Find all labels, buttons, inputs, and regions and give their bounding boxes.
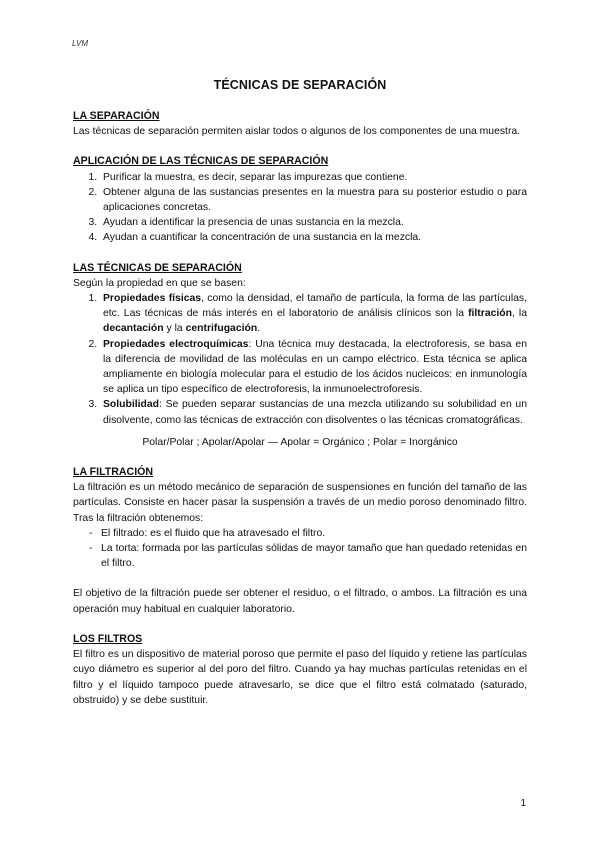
heading-filtracion: LA FILTRACIÓN: [73, 466, 154, 479]
heading-tecnicas: LAS TÉCNICAS DE SEPARACIÓN: [73, 261, 242, 274]
list-tecnicas: [73, 291, 527, 428]
list-item: 1. Purificar la muestra, es decir, separar las impurezas que contiene.: [100, 170, 527, 185]
separator-text: y la: [163, 323, 186, 335]
paragraph-tecnicas-intro: Según la propiedad en que se basen:: [73, 277, 246, 289]
term-solubilidad: Solubilidad: [103, 399, 159, 411]
page-number: 1: [520, 798, 526, 809]
heading-aplicacion: APLICACIÓN DE LAS TÉCNICAS DE SEPARACIÓN: [73, 155, 329, 168]
list-item: 3. Ayudan a identificar la presencia de unas sustancia en la mezcla.: [100, 215, 527, 230]
polarity-formula: Polar/Polar ; Apolar/Apolar — Apolar = Orgánico ; Polar = Inorgánico: [142, 436, 458, 448]
text-electroquimicas: : Una técnica muy destacada, la electroforesis, se basa en la diferencia de movilidad de las moléculas en un campo eléctrico. Esta técnica se aplica ampliamente en biología molecular para el estudio de los ácidos nucleicos: en inmunología se aplica un tipo específico de electroforesis, la inmunoelectroforesis.: [103, 338, 527, 396]
end-punctuation: .: [257, 323, 261, 335]
list-item: 2. Obtener alguna de las sustancias presentes en la muestra para su posterior estudio o para aplicaciones concretas.: [100, 185, 527, 215]
separator-text: , la: [511, 308, 527, 320]
term-electroquimicas: Propiedades electroquímicas: [103, 338, 249, 350]
term-decantacion: decantación: [103, 323, 164, 335]
heading-separacion: LA SEPARACIÓN: [73, 110, 160, 122]
header-initials: LVM: [72, 39, 89, 48]
list-item-electroquimicas: [100, 337, 527, 398]
list-item-fisicas: [100, 291, 527, 337]
term-fisicas: Propiedades físicas: [103, 293, 202, 305]
text-fisicas: , como la densidad, el tamaño de partícula, la forma de las partículas, etc. Las técnicas de más interés en el laboratorio de análisis clínicos son la: [103, 293, 527, 320]
paragraph-filtracion: La filtración es un método mecánico de separación de suspensiones en función del tamaño de las partículas. Consiste en hacer pasar la suspensión a través de un medio poroso denominado filtro. Tras la filtración obtenemos:: [73, 482, 527, 524]
document-body: [73, 109, 527, 708]
paragraph-separacion: Las técnicas de separación permiten aislar todos o algunos de los componentes de una muestra.: [73, 126, 521, 138]
list-aplicacion: [73, 170, 527, 246]
page-title: TÉCNICAS DE SEPARACIÓN: [213, 78, 387, 92]
list-filtracion: [73, 526, 527, 572]
paragraph-filtracion-objetivo: El objetivo de la filtración puede ser obtener el residuo, o el filtrado, o ambos. La filtración es una operación muy habitual en cualquier laboratorio.: [73, 588, 527, 615]
list-item: - El filtrado: es el fluido que ha atravesado el filtro.: [73, 526, 527, 541]
term-centrifugacion: centrifugación: [185, 323, 258, 335]
paragraph-filtros: El filtro es un dispositivo de material poroso que permite el paso del líquido y retiene las partículas cuyo diámetro es superior al del poro del filtro. Cuando ya hay muchas partículas retenidas en el filtro y el líquido tampoco puede atravesarlo, se dice que el filtro está colmatado (saturado, obstruido) y se debe sustituir.: [73, 649, 527, 706]
text-solubilidad: : Se pueden separar sustancias de una mezcla utilizando su solubilidad en un disolvente, como las técnicas de extracción con disolventes o las técnicas cromatográficas.: [103, 399, 527, 426]
heading-filtros: LOS FILTROS: [73, 632, 143, 645]
list-item: 4. Ayudan a cuantificar la concentración de una sustancia en la mezcla.: [100, 230, 527, 245]
list-item: - La torta: formada por las partículas sólidas de mayor tamaño que han quedado retenidas en el filtro.: [73, 541, 527, 571]
list-item-solubilidad: [100, 397, 527, 427]
term-filtracion: filtración: [468, 308, 512, 320]
